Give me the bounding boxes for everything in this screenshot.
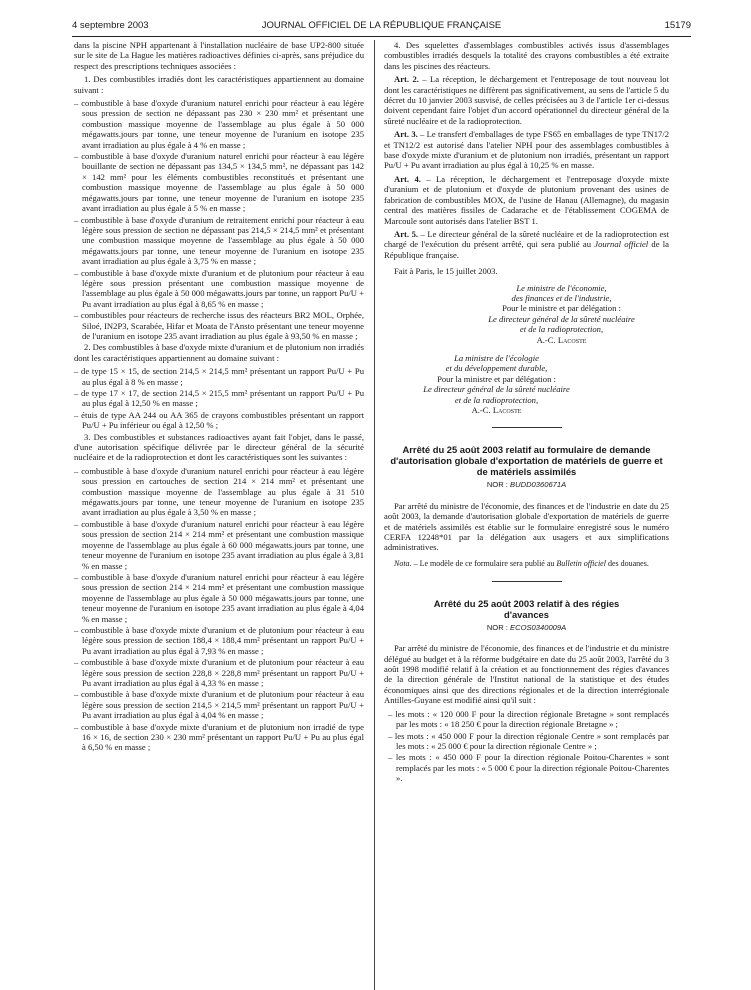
article-5-italic: Journal officiel [594, 239, 649, 250]
section-separator [492, 427, 562, 428]
signature-line: des finances et de l'industrie, [511, 292, 612, 303]
decree-2-body: Par arrêté du ministre de l'économie, des finances et de l'industrie et du ministre délégué au budget et à la réforme budgétaire en date du 25 août 2003, l'arrêté du 3 août 1998 modifié relatif à la création et au fonctionnement des régies d'avances de la direction générale de l'Institut national de la statistique et des études économiques ainsi que des directions régionales et de la direction interrégionale Antilles-Guyane est modifié ainsi qu'il suit : [384, 643, 669, 706]
list-item: – combustible à base d'oxyde d'uranium naturel enrichi pour réacteur à eau légère sous pression de section 214 × 214 mm² et présentant une combustion massique moyenne de l'assemblage au plus égale à 60 000 mégawatts.jours par tonne, une teneur moyenne de l'uranium en isotope 235 avant irradiation au plus égale à 3,81 % en masse ; [74, 518, 364, 571]
list-item: – combustible à base d'oxyde mixte d'uranium et de plutonium pour réacteur à eau légère sous pression de section 214,5 × 214,5 mm² présentant un rapport Pu/U + Pu avant irradiation au plus égal à 4,04 % en masse ; [74, 689, 364, 721]
decree-1-note [384, 559, 669, 569]
list-item: – étuis de type AA 244 ou AA 365 de crayons combustibles présentant un rapport Pu/U + Pu inférieur ou égal à 12,50 % ; [74, 409, 364, 431]
nor-code: ECOS0340009A [510, 622, 567, 632]
article-4-text: – La réception, le déchargement et l'entreposage d'oxyde mixte d'uranium et de plutonium et d'oxyde de plutonium provenant des usines de fabrication de combustibles MOX, de l'usine de Hanau (Allemagne), du magasin central des matières fissiles de Cadarache et de l'établissement COGEMA de Marcoule sont autorisés dans l'atelier BST 1. [384, 173, 670, 226]
nor-label: NOR : [486, 622, 511, 632]
section-1-heading: 1. Des combustibles irradiés dont les caractéristiques appartiennent au domaine suivant : [74, 74, 364, 95]
nor-reference-2 [384, 623, 669, 633]
signature-line: Pour le ministre et par délégation : [502, 303, 621, 314]
list-item: – les mots : « 450 000 F pour la direction régionale Poitou-Charentes » sont remplacés par les mots : « 5 000 € pour la direction régionale Poitou-Charentes ». [388, 752, 669, 784]
note-label: Nota. [394, 558, 412, 568]
note-text: – Le modèle de ce formulaire sera publié au [411, 558, 557, 568]
article-5-text: – Le directeur général de la sûreté nucléaire et de la radioprotection est chargé de l'exécution du présent arrêté, qui sera publié au [384, 228, 669, 250]
journal-title: JOURNAL OFFICIEL DE LA RÉPUBLIQUE FRANÇAISE [261, 20, 502, 31]
article-4-label: Art. 4. [394, 173, 421, 184]
signatory-name: A.-C. Lacoste [536, 334, 587, 345]
list-item: – combustible à base d'oxyde d'uranium naturel enrichi pour réacteur à eau légère sous pression en cartouches de section 214 × 214 mm² et présentant une combustion massique moyenne de l'assemblage au plus égale à 31 510 mégawatts.jours par tonne, une teneur moyenne de l'uranium en isotope 235 avant irradiation au plus égale à 3,50 % en masse ; [74, 465, 364, 518]
list-item: – combustible à base d'oxyde d'uranium de retraitement enrichi pour réacteur à eau légère sous pression de section ne dépassant pas 214,5 × 214,5 mm² et présentant une combustion massique moyenne de l'assemblage au plus égale à 50 000 mégawatts.jours par tonne, une teneur moyenne de l'uranium en isotope 235 avant irradiation au plus égale à 3,75 % en masse ; [74, 214, 364, 267]
article-5-label: Art. 5. [394, 228, 419, 239]
article-3-label: Art. 3. [394, 129, 418, 140]
signature-block-2 [384, 353, 669, 415]
page-number: 15179 [664, 20, 691, 31]
list-item: – de type 15 × 15, de section 214,5 × 214,5 mm² présentant un rapport Pu/U + Pu au plus égal à 8 % en masse ; [74, 366, 364, 387]
article-3-text: – Le transfert d'emballages de type FS65 en emballages de type TN17/2 et TN12/2 est autorisé dans l'atelier NPH pour des assemblages combustibles à base d'oxyde mixte d'uranium et de plutonium non irradiés, présentant un rapport Pu/U + Pu avant irradiation au plus égal à 10,25 % en masse. [384, 129, 669, 171]
article-2-text: – La réception, le déchargement et l'entreposage de tout nouveau lot dont les caractéristiques ne diffèrent pas significativement, au sens de l'article 5 du décret du 10 janvier 2003 susvisé, de celles précisées au 3 de l'article 1er ci-dessus doivent cependant faire l'objet d'un accord opérationnel du directeur général de la sûreté nucléaire et de la radioprotection. [384, 74, 669, 126]
article-2-label: Art. 2. [394, 74, 419, 85]
left-column [74, 40, 364, 754]
nor-reference-1 [384, 480, 669, 490]
list-item: – les mots : « 120 000 F pour la direction régionale Bretagne » sont remplacés par les mots : « 18 250 € pour la direction régionale Bretagne » ; [388, 708, 669, 730]
list-item: – combustible à base d'oxyde mixte d'uranium et de plutonium non irradié de type 16 × 16, de section 230 × 230 mm² présentant un rapport Pu/U + Pu au plus égal à 6,50 % en masse ; [74, 721, 364, 753]
article-5-end: de la République française. [384, 239, 669, 260]
signature-line: et de la radioprotection, [454, 394, 539, 405]
list-item: – de type 17 × 17, de section 214,5 × 215,5 mm² présentant un rapport Pu/U + Pu au plus égal à 12,50 % en masse ; [74, 388, 364, 409]
section-2-heading: 2. Des combustibles à base d'oxyde mixte d'uranium et de plutonium non irradiés dont les caractéristiques appartiennent au domaine suivant : [74, 342, 364, 363]
article-2 [384, 74, 669, 126]
nor-label: NOR : [486, 480, 511, 490]
article-4 [384, 174, 669, 226]
list-item: – combustible à base d'oxyde d'uranium naturel enrichi pour réacteur à eau légère sous pression de section 214 × 214 mm² et présentant une combustion massique moyenne de l'assemblage au plus égale à 50 000 mégawatts.jours par tonne, une teneur moyenne de l'uranium en isotope 235 avant irradiation au plus égale à 4,04 % en masse ; [74, 571, 364, 624]
page-header [72, 20, 691, 34]
article-3 [384, 129, 669, 171]
signature-line: La ministre de l'écologie [454, 352, 539, 363]
list-item: – combustible à base d'oxyde mixte d'uranium et de plutonium pour réacteur à eau légère sous pression de section 188,4 × 188,4 mm² présentant un rapport Pu/U + Pu avant irradiation au plus égal à 7,93 % en masse ; [74, 624, 364, 656]
signature-place-date: Fait à Paris, le 15 juillet 2003. [394, 266, 498, 277]
signature-line: Pour la ministre et par délégation : [437, 373, 556, 384]
right-column [384, 40, 669, 785]
list-item: – combustible à base d'oxyde d'uranium naturel enrichi pour réacteur à eau légère bouillante de section ne dépassant pas 134,5 × 134,5 mm², ne dépassant pas 142 × 142 mm² pour les éléments combustibles reconstitués et présentant une combustion massique moyenne de l'assemblage au plus égale à 50 000 mégawatts.jours par tonne, une teneur moyenne de l'uranium en isotope 235 avant irradiation au plus égale à 5 % en masse ; [74, 151, 364, 214]
header-date: 4 septembre 2003 [72, 20, 149, 31]
decree-1-body: Par arrêté du ministre de l'économie, des finances et de l'industrie en date du 25 août 2003, la demande d'autorisation globale d'exportation de matériels de guerre et de matériels assimilés est établie sur le formulaire enregistré sous le numéro CERFA 12248*01 par la délégation aux usagers et aux simplifications administratives. [384, 500, 669, 553]
list-item: – combustible à base d'oxyde d'uranium naturel enrichi pour réacteur à eau légère sous pression de section ne dépassant pas 230 × 230 mm² et présentant une combustion massique moyenne de l'assemblage au plus égale à 50 000 mégawatts.jours par tonne, une teneur moyenne de l'uranium en isotope 235 avant irradiation au plus égale à 4 % en masse ; [74, 98, 364, 150]
list-item: – les mots : « 450 000 F pour la direction régionale Centre » sont remplacés par les mots : « 25 000 € pour la direction régionale Centre » ; [388, 730, 669, 751]
section-4-paragraph: 4. Des squelettes d'assemblages combustibles activés issus d'assemblages combustibles irradiés desquels la totalité des crayons combustibles a été extraite dans les piscines des réacteurs. [384, 40, 669, 71]
article-5 [384, 229, 669, 260]
note-italic: Bulletin officiel [556, 558, 606, 568]
signatory-name: A.-C. Lacoste [471, 405, 522, 415]
decree-title-2: Arrêté du 25 août 2003 relatif à des régies d'avances [433, 597, 620, 620]
signature-block-1 [384, 283, 669, 345]
signature-line: et de la radioprotection, [519, 324, 604, 335]
header-rule [72, 36, 691, 37]
column-divider [374, 40, 375, 990]
section-3-heading: 3. Des combustibles et substances radioactives ayant fait l'objet, dans le passé, d'une autorisation spécifique délivrée par le directeur général de la sécurité nucléaire et de la radioprotection et dont les caractéristiques sont les suivantes : [74, 431, 364, 463]
signature-line: Le directeur général de la sûreté nucléaire [423, 384, 570, 395]
note-end: des douanes. [605, 558, 649, 568]
list-item: – combustible à base d'oxyde mixte d'uranium et de plutonium pour réacteur à eau légère sous pression présentant une combustion massique moyenne de l'assemblage au plus égale à 50 000 mégawatts.jours par tonne, un rapport Pu/U + Pu avant irradiation au plus égal à 8,65 % en masse ; [74, 267, 364, 309]
list-item: – combustibles pour réacteurs de recherche issus des réacteurs BR2 MOL, Orphée, Siloé, IN2P3, Scarabée, Hifar et Moata de l'Ansto présentant une teneur moyenne de l'uranium en isotope 235 avant irradiation au plus égale à 93,50 % en masse ; [74, 310, 364, 341]
decree-title-1: Arrêté du 25 août 2003 relatif au formulaire de demande d'autorisation globale d'exportation de matériels de guerre et de matériels assimilés [390, 444, 663, 478]
nor-code: BUDD0360671A [510, 480, 567, 490]
list-item: – combustible à base d'oxyde mixte d'uranium et de plutonium pour réacteur à eau légère sous pression de section 228,8 × 228,8 mm² présentant un rapport Pu/U + Pu avant irradiation au plus égal à 4,33 % en masse ; [74, 657, 364, 688]
signature-line: Le ministre de l'économie, [516, 282, 607, 293]
signature-line: et du développement durable, [445, 363, 548, 374]
section-separator [492, 581, 562, 582]
signature-line: Le directeur général de la sûreté nucléaire [488, 313, 635, 324]
intro-paragraph: dans la piscine NPH appartenant à l'installation nucléaire de base UP2-800 située sur le site de La Hague les matières radioactives définies ci-après, sans préjudice du respect des prescriptions techniques associées : [74, 40, 364, 71]
